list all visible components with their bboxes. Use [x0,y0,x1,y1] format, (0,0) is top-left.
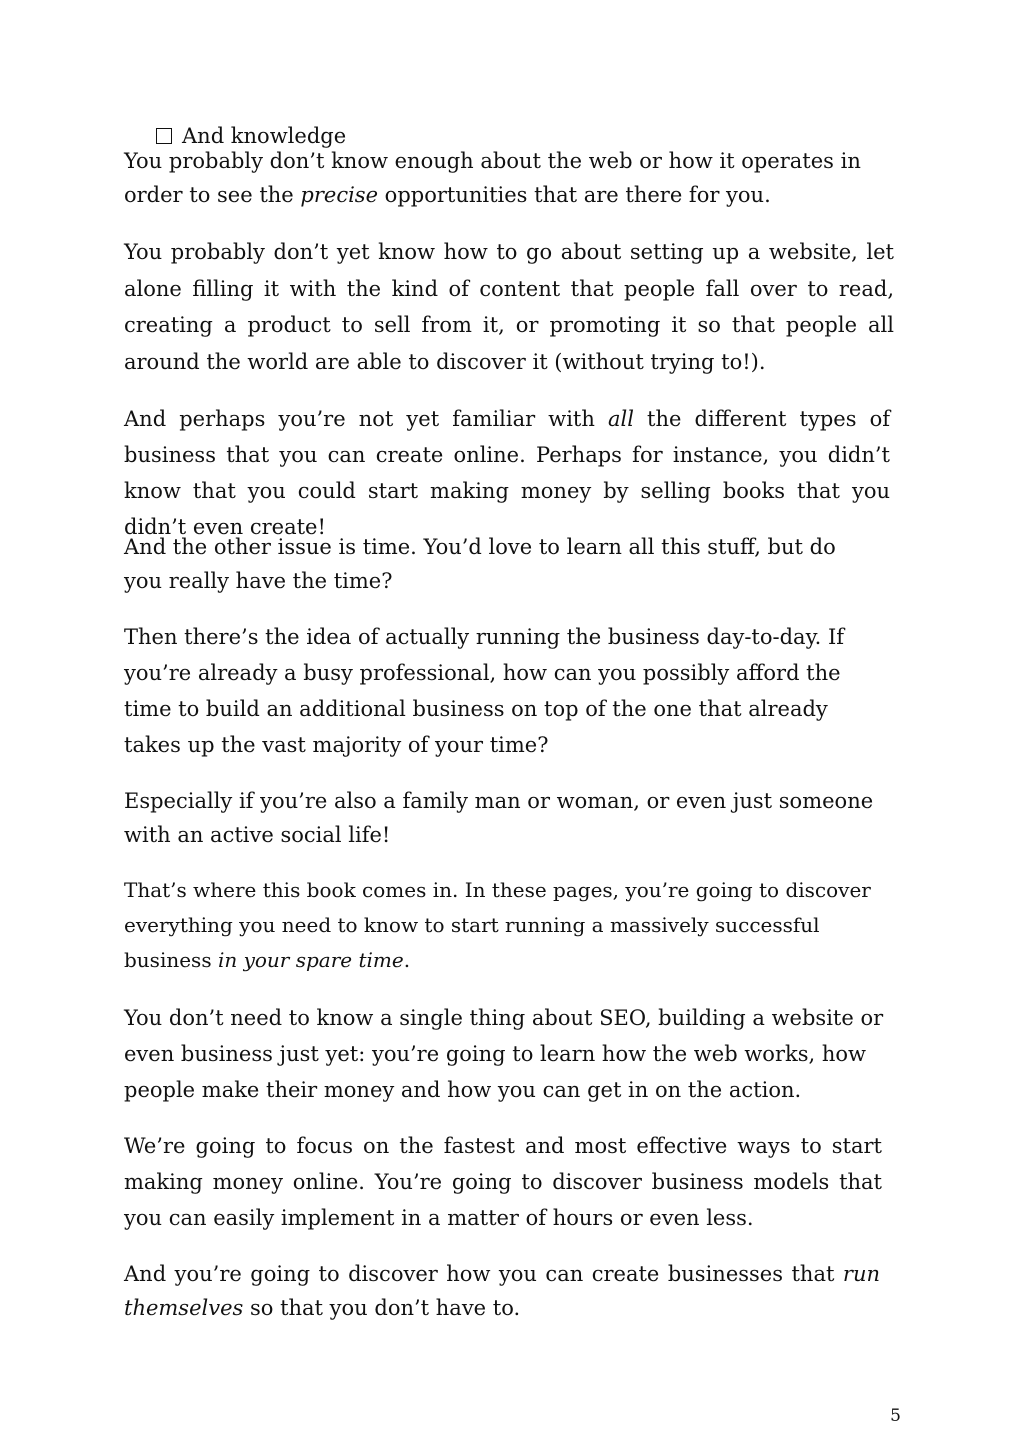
paragraph-1: You probably don’t know enough about the web or how it operates in order to see the precise opportunities that are there for you. [124,149,861,207]
page-number: 5 [890,1406,901,1426]
paragraph-9: We’re going to focus on the fastest and most effective ways to start making money online. You’re going to discover business models that you can easily implement in a matter of hours or even less. [124,1134,882,1230]
paragraph-8: You don’t need to know a single thing about SEO, building a website or even business just yet: you’re going to learn how the web works, how people make their money and how you can get in on the action. [124,1006,884,1102]
paragraph-7: That’s where this book comes in. In these pages, you’re going to discover everything you need to know to start running a massively successful business in your spare time. [124,878,871,972]
paragraph-3: And perhaps you’re not yet familiar with all the different types of business that you can create online. Perhaps for instance, you didn’t know that you could start making money by selling books that you didn’t even create! [124,407,890,539]
checkbox-icon [156,128,172,144]
paragraph-10: And you’re going to discover how you can create businesses that run themselves so that you don’t have to. [124,1262,880,1320]
checklist-item-label: And knowledge [182,124,347,148]
paragraph-5: Then there’s the idea of actually running the business day-to-day. If you’re already a busy professional, how can you possibly afford the time to build an additional business on top of the one that already takes up the vast majority of your time? [124,625,845,757]
paragraph-6: Especially if you’re also a family man or woman, or even just someone with an active social life! [124,789,874,847]
paragraph-4: And the other issue is time. You’d love to learn all this stuff, but do you really have the time? [124,535,836,593]
paragraph-2: You probably don’t yet know how to go about setting up a website, let alone filling it with the kind of content that people fall over to read, creating a product to sell from it, or promoting it so that people all around the world are able to discover it (without trying to!). [124,240,894,374]
